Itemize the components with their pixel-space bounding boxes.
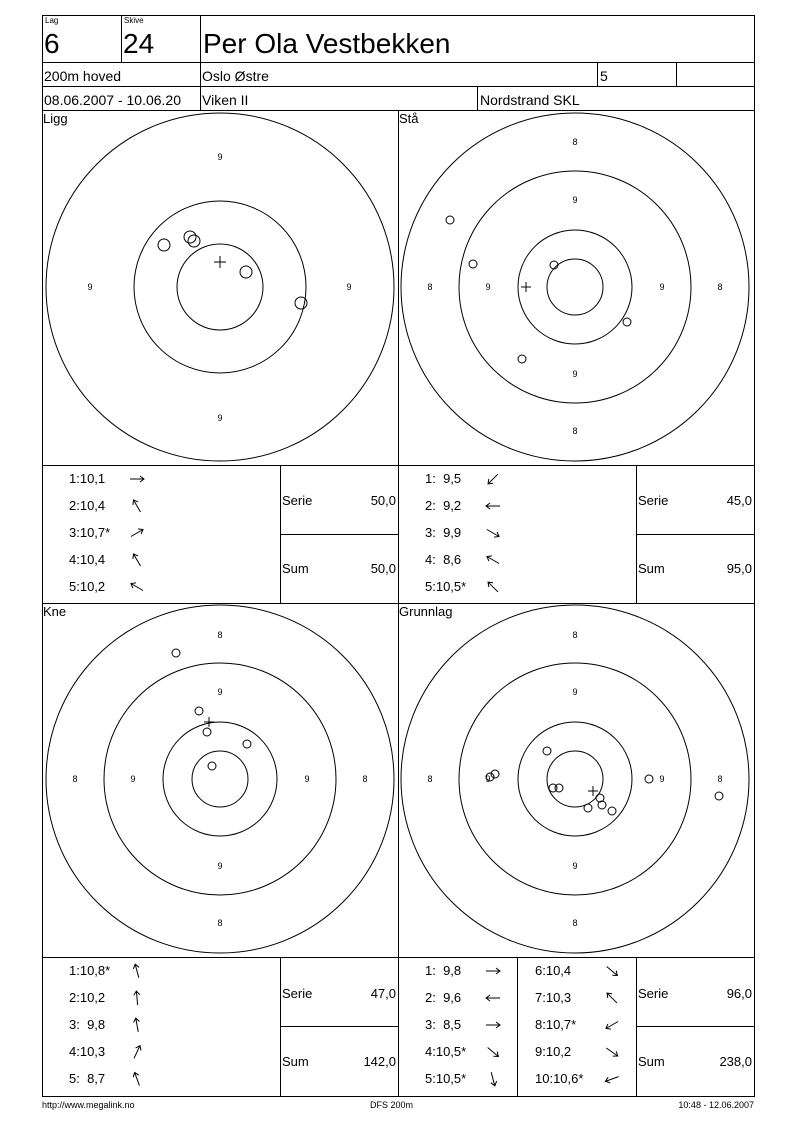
class-field: 200m hoved <box>44 68 122 84</box>
shot-score: 2: 9,6 <box>425 990 462 1005</box>
venue-field: Viken II <box>202 92 249 108</box>
shot-hole <box>608 807 616 815</box>
serie-label-staa: Serie <box>638 493 669 508</box>
ring-label: 9 <box>346 282 352 292</box>
ring-label: 9 <box>572 195 578 205</box>
ring-label: 8 <box>362 774 368 784</box>
serie-label-ligg: Serie <box>282 493 313 508</box>
direction-arrow-icon <box>483 471 503 487</box>
ring-label: 9 <box>217 413 223 423</box>
sum-value-ligg: 50,0 <box>370 561 396 576</box>
shot-score: 3: 9,9 <box>425 525 462 540</box>
direction-arrow-icon <box>483 498 503 514</box>
ring-label: 8 <box>572 426 578 436</box>
sum-label-ligg: Sum <box>282 561 309 576</box>
club-field: Oslo Østre <box>202 68 269 84</box>
ring-label: 9 <box>217 687 223 697</box>
shot-score: 9:10,2 <box>535 1044 572 1059</box>
shot-score: 5:10,2 <box>69 579 106 594</box>
shot-hole <box>243 740 251 748</box>
lag-value: 6 <box>44 28 60 59</box>
section-title-kne: Kne <box>43 604 67 619</box>
ring-label: 9 <box>572 687 578 697</box>
sum-value-staa: 95,0 <box>726 561 752 576</box>
shot-score: 1: 9,5 <box>425 471 462 486</box>
direction-arrow-icon <box>127 471 147 487</box>
ring-label: 9 <box>485 282 491 292</box>
direction-arrow-icon <box>127 963 147 979</box>
shot-hole <box>555 784 563 792</box>
lag-label: Lag <box>45 16 59 25</box>
ring-label: 9 <box>572 369 578 379</box>
field-3: 5 <box>600 68 608 84</box>
serie-value-kne: 47,0 <box>370 986 396 1001</box>
shot-score: 1:10,8* <box>69 963 111 978</box>
ring-label: 9 <box>485 774 491 784</box>
direction-arrow-icon <box>602 963 622 979</box>
direction-arrow-icon <box>483 1017 503 1033</box>
section-title-grunnlag: Grunnlag <box>399 604 453 619</box>
shot-hole <box>446 216 454 224</box>
shot-score: 4:10,5* <box>425 1044 467 1059</box>
shot-hole <box>715 792 723 800</box>
shot-hole <box>584 804 592 812</box>
direction-arrow-icon <box>483 1071 503 1087</box>
shot-hole <box>623 318 631 326</box>
shot-score: 1:10,1 <box>69 471 106 486</box>
shot-score: 2:10,4 <box>69 498 106 513</box>
target-ligg <box>42 110 398 465</box>
shot-score: 8:10,7* <box>535 1017 577 1032</box>
sum-label-kne: Sum <box>282 1054 309 1069</box>
direction-arrow-icon <box>602 1044 622 1060</box>
shot-score: 1: 9,8 <box>425 963 462 978</box>
shot-score: 3: 8,5 <box>425 1017 462 1032</box>
section-title-ligg: Ligg <box>43 111 68 126</box>
shooter-name: Per Ola Vestbekken <box>203 28 451 59</box>
ring-label: 9 <box>130 774 136 784</box>
sum-value-kne: 142,0 <box>363 1054 396 1069</box>
shot-score: 3:10,7* <box>69 525 111 540</box>
sum-label-staa: Sum <box>638 561 665 576</box>
shot-score: 3: 9,8 <box>69 1017 106 1032</box>
shot-hole <box>518 355 526 363</box>
sum-label-grunnlag: Sum <box>638 1054 665 1069</box>
shot-hole <box>172 649 180 657</box>
direction-arrow-icon <box>483 990 503 1006</box>
footer-timestamp: 10:48 - 12.06.2007 <box>678 1100 754 1110</box>
ring-label: 8 <box>572 630 578 640</box>
shot-hole <box>158 239 170 251</box>
serie-label-grunnlag: Serie <box>638 986 669 1001</box>
direction-arrow-icon <box>127 552 147 568</box>
ring-label: 8 <box>427 282 433 292</box>
skive-value: 24 <box>123 28 155 59</box>
ring-label: 8 <box>427 774 433 784</box>
shot-score: 7:10,3 <box>535 990 572 1005</box>
shot-list-grunnlag-left <box>398 958 517 1096</box>
ring-label: 8 <box>572 137 578 147</box>
shot-list-grunnlag-right <box>517 958 636 1096</box>
ring-label: 9 <box>659 282 665 292</box>
direction-arrow-icon <box>127 1071 147 1087</box>
ring-label: 9 <box>659 774 665 784</box>
shot-score: 4:10,4 <box>69 552 106 567</box>
direction-arrow-icon <box>127 498 147 514</box>
direction-arrow-icon <box>483 963 503 979</box>
direction-arrow-icon <box>127 525 147 541</box>
shot-hole <box>240 266 252 278</box>
ring-label: 9 <box>217 861 223 871</box>
shot-score: 2:10,2 <box>69 990 106 1005</box>
direction-arrow-icon <box>483 1044 503 1060</box>
shot-score: 10:10,6* <box>535 1071 584 1086</box>
shot-hole <box>203 728 211 736</box>
shot-hole <box>208 762 216 770</box>
shot-score: 2: 9,2 <box>425 498 462 513</box>
ring-label: 8 <box>572 918 578 928</box>
target-grunnlag <box>398 603 754 957</box>
ring-label: 9 <box>572 861 578 871</box>
shot-hole <box>469 260 477 268</box>
ring-label: 8 <box>72 774 78 784</box>
ring-label: 9 <box>217 152 223 162</box>
direction-arrow-icon <box>127 579 147 595</box>
serie-value-ligg: 50,0 <box>370 493 396 508</box>
footer-url: http://www.megalink.no <box>42 1100 135 1110</box>
direction-arrow-icon <box>483 579 503 595</box>
section-title-staa: Stå <box>399 111 419 126</box>
host-field: Nordstrand SKL <box>480 92 580 108</box>
shot-score: 5:10,5* <box>425 579 467 594</box>
ring-label: 8 <box>717 282 723 292</box>
sum-value-grunnlag: 238,0 <box>719 1054 752 1069</box>
shot-score: 6:10,4 <box>535 963 572 978</box>
dates-field: 08.06.2007 - 10.06.20 <box>44 92 182 108</box>
serie-value-staa: 45,0 <box>726 493 752 508</box>
ring-label: 9 <box>304 774 310 784</box>
direction-arrow-icon <box>602 1071 622 1087</box>
skive-label: Skive <box>124 16 144 25</box>
shot-list-ligg <box>42 466 280 603</box>
direction-arrow-icon <box>127 1017 147 1033</box>
shot-hole <box>195 707 203 715</box>
shot-list-staa <box>398 466 636 603</box>
direction-arrow-icon <box>127 1044 147 1060</box>
target-kne <box>42 603 398 957</box>
ring-label: 9 <box>87 282 93 292</box>
shot-score: 4:10,3 <box>69 1044 106 1059</box>
direction-arrow-icon <box>483 525 503 541</box>
target-staa <box>398 110 754 465</box>
shot-list-kne <box>42 958 280 1096</box>
shot-score: 4: 8,6 <box>425 552 462 567</box>
ring-label: 8 <box>217 630 223 640</box>
ring-label: 8 <box>717 774 723 784</box>
shot-score: 5:10,5* <box>425 1071 467 1086</box>
shot-hole <box>295 297 307 309</box>
shot-hole <box>543 747 551 755</box>
footer-center: DFS 200m <box>370 1100 414 1110</box>
serie-label-kne: Serie <box>282 986 313 1001</box>
shot-hole <box>598 801 606 809</box>
shot-score: 5: 8,7 <box>69 1071 106 1086</box>
ring-label: 8 <box>217 918 223 928</box>
serie-value-grunnlag: 96,0 <box>726 986 752 1001</box>
direction-arrow-icon <box>602 1017 622 1033</box>
direction-arrow-icon <box>127 990 147 1006</box>
shot-hole <box>645 775 653 783</box>
direction-arrow-icon <box>602 990 622 1006</box>
direction-arrow-icon <box>483 552 503 568</box>
